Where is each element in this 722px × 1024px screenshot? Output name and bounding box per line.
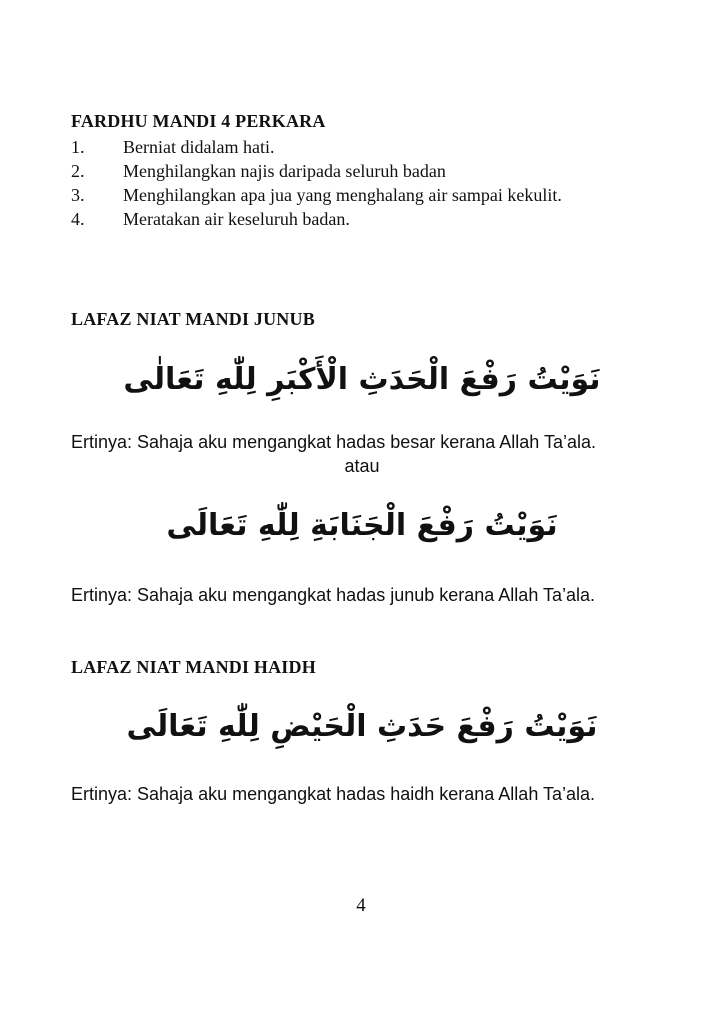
list-item [71,207,653,231]
niat-junub-meaning-1: Ertinya: Sahaja aku mengangkat hadas besar kerana Allah Ta’ala. [71,432,597,452]
niat-junub-meaning-2: Ertinya: Sahaja aku mengangkat hadas junub kerana Allah Ta’ala. [71,585,596,605]
niat-haidh-meaning: Ertinya: Sahaja aku mengangkat hadas haidh kerana Allah Ta’ala. [71,784,596,804]
list-item-text: Meratakan air keseluruh badan. [123,209,350,229]
list-item-number: 3. [71,185,85,205]
list-item-text: Menghilangkan najis daripada seluruh badan [123,161,446,181]
list-item [71,183,653,207]
list-item-number: 4. [71,209,85,229]
list-item [71,135,653,159]
list-item-text: Berniat didalam hati. [123,137,275,157]
fardhu-list [71,135,653,231]
list-item-number: 2. [71,161,85,181]
niat-junub-arabic-1: نَوَيْتُ رَفْعَ الْحَدَثِ الْأَكْبَرِ لِلّٰهِ تَعَالٰى [123,362,601,397]
fardhu-mandi-heading: FARDHU MANDI 4 PERKARA [71,111,326,131]
page-number: 4 [356,895,366,916]
list-item [71,159,653,183]
list-item-number: 1. [71,137,85,157]
list-item-text: Menghilangkan apa jua yang menghalang air sampai kekulit. [123,185,562,205]
niat-junub-arabic-2: نَوَيْتُ رَفْعَ الْجَنَابَةِ لِلّٰهِ تَعَالَى [166,508,558,543]
niat-haidh-arabic: نَوَيْتُ رَفْعَ حَدَثِ الْحَيْضِ لِلّٰهِ تَعَالَى [126,709,598,744]
niat-junub-heading: LAFAZ NIAT MANDI JUNUB [71,309,315,329]
niat-haidh-heading: LAFAZ NIAT MANDI HAIDH [71,657,316,677]
or-separator: atau [344,456,380,476]
